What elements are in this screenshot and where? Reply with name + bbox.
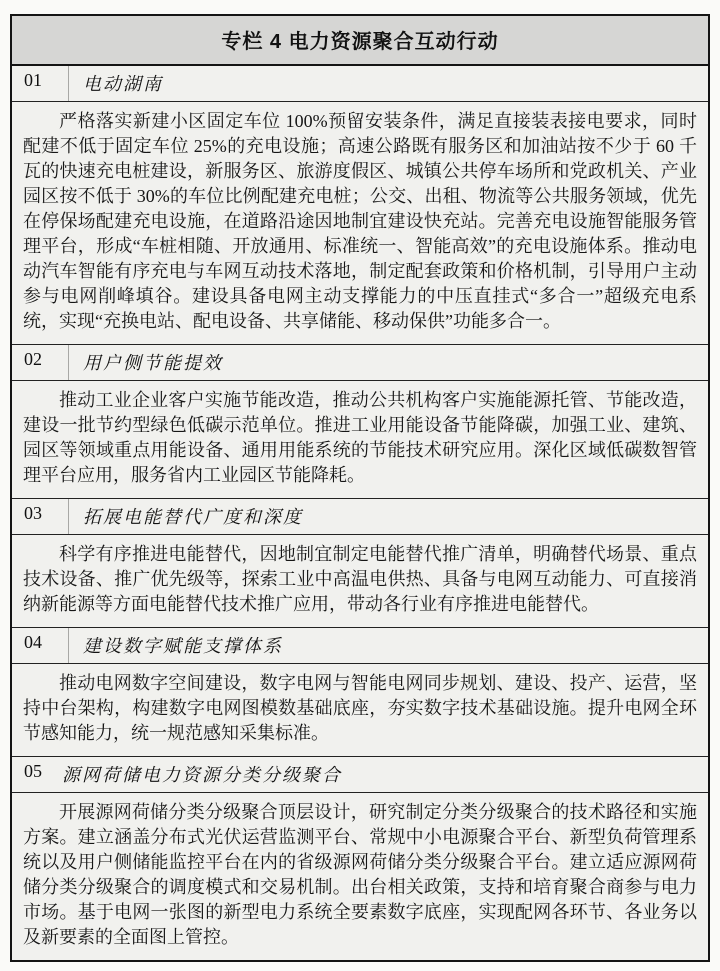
section-paragraph: 开展源网荷储分类分级聚合顶层设计，研究制定分类分级聚合的技术路径和实施方案。建立涵盖分布式光伏运营监测平台、常规中小电源聚合平台、新型负荷管理系统以及用户侧储能监控平台在内的省级源网荷储分类分级聚合平台。建立适应源网荷储分类分级聚合的调度模式和交易机制。出台相关政策，支持和培育聚合商参与电力市场。基于电网一张图的新型电力系统全要素数字底座，实现配网各环节、各业务以及新要素的全面图上管控。 [23, 802, 697, 947]
section-body [12, 381, 708, 499]
section-body [12, 664, 708, 757]
section-body [12, 793, 708, 960]
policy-column-table [10, 14, 710, 962]
section-header-row [12, 628, 708, 664]
section-header-row [12, 499, 708, 535]
section-paragraph: 推动电网数字空间建设，数字电网与智能电网同步规划、建设、投产、运营，坚持中台架构，构建数字电网图模数基础底座，夯实数字技术基础设施。提升电网全环节感知能力，统一规范感知采集标准。 [23, 673, 697, 743]
section-number: 01 [24, 70, 42, 90]
section-number: 04 [24, 632, 42, 652]
section-paragraph: 严格落实新建小区固定车位 100%预留安装条件，满足直接装表接电要求，同时配建不低于固定车位 25%的充电设施；高速公路既有服务区和加油站按不少于 60 千瓦的快速充电桩建设，新服务区、旅游度假区、城镇公共停车场所和党政机关、产业园区按不低于 30%的车位比例配建充电桩；公交、出租、物流等公共服务领域，优先在停保场配建充电设施，在道路沿途因地制宜建设快充站。完善充电设施智能服务管理平台，形成“车桩相随、开放通用、标准统一、智能高效”的充电设施体系。推动电动汽车智能有序充电与车网互动技术落地，制定配套政策和价格机制，引导用户主动参与电网削峰填谷。建设具备电网主动支撑能力的中压直挂式“多合一”超级充电系统，实现“充换电站、配电设备、共享储能、移动保供”功能多合一。 [23, 111, 697, 331]
section-body [12, 102, 708, 345]
section-02 [12, 345, 708, 499]
section-paragraph: 科学有序推进电能替代，因地制宜制定电能替代推广清单，明确替代场景、重点技术设备、推广优先级等，探索工业中高温电供热、具备与电网互动能力、可直接消纳新能源等方面电能替代技术推广应用，带动各行业有序推进电能替代。 [23, 544, 697, 614]
section-heading: 拓展电能替代广度和深度 [83, 507, 303, 527]
section-number: 05 [24, 761, 42, 781]
section-number: 03 [24, 503, 42, 523]
section-heading: 源网荷储电力资源分类分级聚合 [62, 765, 342, 785]
section-header-row [12, 345, 708, 381]
section-body [12, 535, 708, 628]
section-heading: 电动湖南 [83, 74, 163, 94]
section-05 [12, 757, 708, 960]
section-04 [12, 628, 708, 757]
section-header-row [12, 66, 708, 102]
section-heading: 用户侧节能提效 [83, 353, 223, 373]
section-number: 02 [24, 349, 42, 369]
section-header-row [12, 757, 708, 793]
section-paragraph: 推动工业企业客户实施节能改造，推动公共机构客户实施能源托管、节能改造，建设一批节约型绿色低碳示范单位。推进工业用能设备节能降碳，加强工业、建筑、园区等领域重点用能设备、通用用能系统的节能技术研究应用。深化区域低碳数智管理平台应用，服务省内工业园区节能降耗。 [23, 390, 697, 485]
section-01 [12, 66, 708, 345]
section-03 [12, 499, 708, 628]
section-heading: 建设数字赋能支撑体系 [83, 636, 283, 656]
panel-title: 专栏 4 电力资源聚合互动行动 [12, 16, 708, 66]
